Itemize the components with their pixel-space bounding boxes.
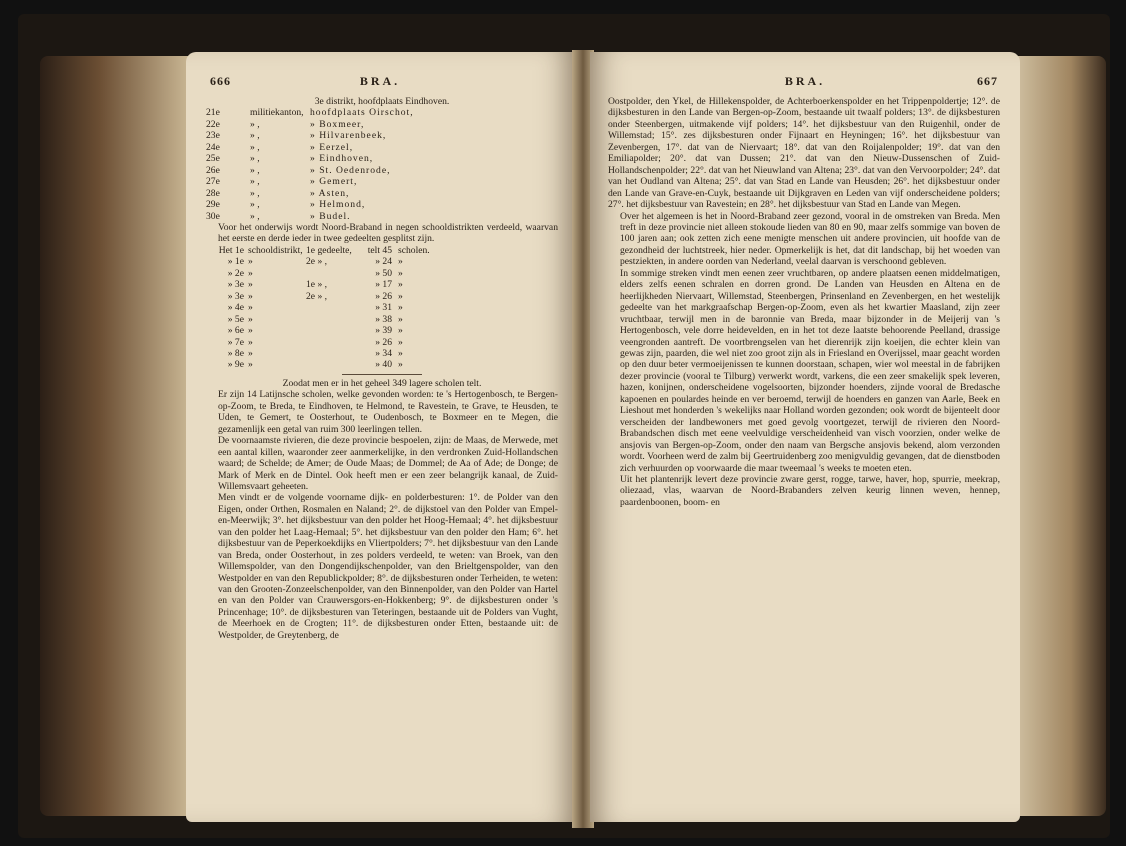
canton-cell: » ,	[250, 187, 260, 199]
paragraph: Men vindt er de volgende voorname dijk- en polderbesturen: 1°. de Polder van den Eigen, onder Orthen, Rosmalen en Naland; 2°. de dijkstoel van den Polder van Empel-en-Meerwijk; 3°. het dijksbestuur van den polder het Hoog-Hemaal; 4°. het dijksbestuur van den polder het Laag-Hemaal; 5°. het dijksbestuur van den polder den Ham; 6°. het dijksbestuur van de Peperkoekdijks en Vliertpolders; 7°. het dijksbestuur van den Lande van Breda, onder Oosterhout, in zes polders verdeeld, te weten: van Broek, van den Willemspolder, van den Dongendijkschenpolder, van den Brieltgenspolder, van den Westpolder en van den Republickpolder; 8°. de dijksbesturen onder Terheiden, te weten: van den Grooten-Zonzeelschenpolder, van den Binnenpolder, van den Polder van Hartel en van den Polder van Crauwersgors-en-Hokkenberg; 9°. de dijksbesturen onder 's Princenhage; 10°. de dijksbesturen van Teteringen, bestaande uit de Polders van Vught, de Meerhoek en de Crogten; 11°. de dijksbesturen onder Etten, bestaande uit: de Westpolder, de Greytenberg, de	[218, 492, 558, 641]
left-page-edges	[40, 56, 188, 816]
canton-list	[206, 107, 558, 222]
school-cell: » 9e	[227, 359, 244, 371]
school-table	[206, 245, 558, 371]
canton-row	[206, 199, 558, 210]
school-row	[206, 302, 558, 313]
school-row	[206, 325, 558, 336]
school-row	[206, 279, 558, 290]
school-cell: »	[398, 267, 403, 279]
canton-cell: » ,	[250, 118, 260, 130]
school-cell: »	[398, 347, 403, 359]
canton-row	[206, 130, 558, 141]
canton-cell: » Eerzel,	[310, 141, 354, 153]
school-row	[206, 337, 558, 348]
school-cell: »	[398, 359, 403, 371]
school-cell: » 4e	[227, 302, 244, 314]
school-cell	[306, 325, 364, 336]
school-row	[206, 359, 558, 370]
canton-cell: » St. Oedenrode,	[310, 164, 391, 176]
school-cell: »	[248, 336, 253, 348]
right-text-column	[608, 96, 1000, 508]
school-cell: » 17	[375, 279, 392, 291]
school-cell: 2e » ,	[306, 256, 328, 268]
school-cell: »	[248, 279, 253, 291]
running-head: BRA.	[359, 74, 401, 88]
school-cell: »	[398, 302, 403, 314]
school-cell	[306, 337, 364, 348]
canton-cell: » Asten,	[310, 187, 350, 199]
paragraph: Er zijn 14 Latijnsche scholen, welke gevonden worden: te 's Hertogenbosch, te Bergen-op-Zoom, te Breda, te Eindhoven, te Helmond, te Ravestein, te Grave, te Heusden, te Uden, te Gemert, te Oosterhout, te Oudenbosch, te Boxmeer en te Megen, die gezamenlijk een getal van ruim 300 leerlingen tellen.	[218, 389, 558, 435]
school-cell: scholen.	[398, 244, 430, 256]
canton-cell: 24e	[206, 141, 220, 153]
canton-cell: hoofdplaats Oirschot,	[310, 107, 414, 119]
page-number: 666	[210, 74, 231, 88]
school-intro: Voor het onderwijs wordt Noord-Braband in negen schooldistrikten verdeeld, waarvan het eerste en derde ieder in twee gedeelten gesplitst zijn.	[218, 221, 558, 245]
school-cell: »	[398, 336, 403, 348]
school-cell: » 1e	[227, 256, 244, 268]
left-text-column	[206, 96, 558, 641]
canton-cell: militiekanton,	[250, 107, 304, 119]
school-cell: » 3e	[227, 290, 244, 302]
school-cell: »	[398, 279, 403, 291]
school-cell: »	[398, 256, 403, 268]
canton-row	[206, 165, 558, 176]
school-cell: » 34	[375, 347, 392, 359]
school-cell	[306, 359, 364, 370]
canton-cell: » ,	[250, 130, 260, 142]
school-cell: »	[248, 313, 253, 325]
school-total: Zoodat men er in het geheel 349 lagere scholen telt.	[282, 377, 482, 389]
running-head: BRA.	[784, 74, 826, 88]
canton-cell: » Gemert,	[310, 176, 358, 188]
school-cell: »	[248, 359, 253, 371]
school-cell: 1e gedeelte,	[306, 244, 352, 256]
school-cell: » 5e	[227, 313, 244, 325]
canton-cell: » ,	[250, 164, 260, 176]
canton-cell: » Budel.	[310, 210, 351, 222]
divider	[342, 374, 422, 375]
canton-cell: » Boxmeer,	[310, 118, 365, 130]
canton-cell: 23e	[206, 130, 220, 142]
canton-cell: 26e	[206, 164, 220, 176]
school-cell: »	[398, 290, 403, 302]
school-row	[206, 245, 558, 256]
canton-cell: 29e	[206, 199, 220, 211]
canton-row	[206, 153, 558, 164]
school-cell: telt 45	[367, 244, 392, 256]
school-cell: schooldistrikt,	[248, 244, 303, 256]
canton-cell: » ,	[250, 153, 260, 165]
school-cell: » 26	[375, 336, 392, 348]
canton-cell: » ,	[250, 176, 260, 188]
school-cell: »	[248, 347, 253, 359]
right-page-edges	[1018, 56, 1106, 816]
school-cell: » 8e	[227, 347, 244, 359]
paragraph: Over het algemeen is het in Noord-Braband zeer gezond, vooral in de omstreken van Breda. Men treft in deze provincie niet alleen stokoude lieden van 80 en 90, maar zelfs sommige van boven de 100 jaren aan; ook zetten zich eene menigte menschen uit andere provincien, uit hoofde van de gezondheid der luchtstreek, hier neder. Opmerkelijk is het, dat dit landschap, bij het woeden van pestziekten, in andere oorden van Nederland, veelal daarvan is verschoond gebleven.	[620, 210, 1000, 268]
school-row	[206, 256, 558, 267]
canton-row	[206, 188, 558, 199]
school-cell: Het 1e	[218, 244, 244, 256]
canton-row	[206, 176, 558, 187]
canton-row	[206, 211, 558, 222]
school-row	[206, 268, 558, 279]
school-cell	[306, 268, 364, 279]
school-row	[206, 314, 558, 325]
school-cell: »	[398, 325, 403, 337]
school-cell: » 2e	[227, 267, 244, 279]
school-cell: » 31	[375, 302, 392, 314]
school-row	[206, 348, 558, 359]
school-cell: » 40	[375, 359, 392, 371]
right-page	[590, 52, 1020, 822]
canton-cell: » Helmond,	[310, 199, 366, 211]
school-cell: »	[398, 313, 403, 325]
school-cell: »	[248, 256, 253, 268]
school-cell: » 7e	[227, 336, 244, 348]
canton-row	[206, 142, 558, 153]
canton-cell: 28e	[206, 187, 220, 199]
paragraph: De voornaamste rivieren, die deze provincie bespoelen, zijn: de Maas, de Merwede, met een aantal killen, waaronder zeer aanmerkelijke, in den verdronken Zuid-Hollandschen waard; de Schelde; de Amer; de Oude Maas; de Dommel; de Aa of Ade; de Donge; de Mark of Merk en de Dintel. Ook heeft men er een zeer belangrijk kanaal, de Zuid-Willemsvaart geheeten.	[218, 435, 558, 492]
canton-cell: 21e	[206, 107, 220, 119]
school-row	[206, 291, 558, 302]
school-cell: »	[248, 290, 253, 302]
school-cell: » 3e	[227, 279, 244, 291]
school-cell	[306, 314, 364, 325]
school-cell	[306, 348, 364, 359]
paragraph: Oostpolder, den Ykel, de Hillekenspolder, de Achterboerkenspolder en het Trippenpoldertje; 12°. de dijksbesturen in den Lande van Bergen-op-Zoom, bestaande uit twaalf polders; 13°. de dijksbesturen onder Steenbergen, uitmakende vijf polders; 14°. het dijksbestuur van den Ruigenhil, onder de Willemstad; 15°. zes dijksbesturen onder Fijnaart en Heyningen; 16°. het dijksbestuur van Zevenbergen, 17°. dat van de Niervaart; 18°. dat van den Roijalenpolder; 19°. dat van den Emiliapolder; 20°. dat van Dussen; 21°. dat van den Nieuw-Dussenschen of Zuid-Hollandschenpolder; 22°. dat van het Nieuwland van Altena; 23°. dat van den Vervoorpolder; 24°. dat van het Oudland van Altena; 25°. dat van Stad en Lande van Heusden; 26°. het dijksbestuur onder den Lande van Grave-en-Cuyk, bestaande uit Dijkgraven en Leden van vijf onderscheidene polders; 27°. het dijksbestuur van Ravestein; en 28°. het dijksbestuur van Stad en Lande van Megen.	[608, 96, 1000, 211]
page-number: 667	[977, 74, 998, 88]
left-page	[186, 52, 574, 822]
district-heading: 3e distrikt, hoofdplaats Eindhoven.	[314, 96, 450, 107]
paragraph: Uit het plantenrijk levert deze provincie zware gerst, rogge, tarwe, haver, hop, spurrie, meekrap, oliezaad, vlas, waarvan de Noord-Brabanders zelven keurig linnen weven, hennep, paardenboonen, boom- en	[620, 473, 1000, 508]
canton-cell: 30e	[206, 210, 220, 222]
canton-cell: » Eindhoven,	[310, 153, 374, 165]
canton-cell: 25e	[206, 153, 220, 165]
canton-cell: 27e	[206, 176, 220, 188]
school-cell: »	[248, 325, 253, 337]
canton-cell: » ,	[250, 210, 260, 222]
canton-cell: 22e	[206, 118, 220, 130]
school-cell	[306, 302, 364, 313]
canton-row	[206, 107, 558, 118]
school-cell: »	[248, 267, 253, 279]
canton-row	[206, 119, 558, 130]
school-cell: » 6e	[227, 325, 244, 337]
school-cell: » 39	[375, 325, 392, 337]
school-cell: » 26	[375, 290, 392, 302]
school-cell: » 38	[375, 313, 392, 325]
school-cell: »	[248, 302, 253, 314]
canton-cell: » Hilvarenbeek,	[310, 130, 387, 142]
canton-cell: » ,	[250, 199, 260, 211]
school-cell: 2e » ,	[306, 290, 328, 302]
paragraph: In sommige streken vindt men eenen zeer vruchtbaren, op andere plaatsen eenen middelmatigen, elders zelfs eenen schralen en dorren grond. De Landen van Heusden en Altena en de heerlijkheden Niervaart, Willemstad, Steenbergen, Prinsenland en Zevenbergen, en het westelijk gedeelte van het markgraafschap Bergen-op-Zoom, even als het kwartier Maasland, zijn zeer vruchtbaar, terwijl men in de baronnie van Breda, maar bijzonder in de Meijerij van 's Hertogenbosch, vele dorre heidevelden, en in het tot deze laatste behoorende Peelland, drassige veengronden aantreft. De voortbrengselen van het dierenrijk zijn koeijen, die echter klein van gewas zijn, paarden, die wel niet zoo groot zijn als in Friesland en Overijssel, maar geacht worden op den duur beter vermoeijenissen te kunnen doorstaan, schapen, wier wol meestal in de fabrijken dezer provincie (vooral te Tilburg) verwerkt wordt, varkens, die een zeer smakelijk spek leveren, hazen, konijnen, onderscheidene vogelsoorten, bijzonder hoenders, zijnde vooral de Bredasche kapoenen en poulardes heinde en ver beroemd, terwijl de hoenders en ganzen van Aarle, Beek en Lieshout met honderden 's wekelijks naar Holland worden gezonden; ook wordt de bijenteelt door verscheiden der landbewoners met goed gevolg voortgezet, terwijl de rivieren den Noord-Brabandschen disch met eene veelvuldige verscheidenheid van visch voorzien, onder welke de ansjovis van Bergen-op-Zoom, onder den naam van Bergsche ansjovis bekend, alom verzonden wordt. Voorheen werd de zalm bij Geertruidenberg zoo menigvuldig gevangen, dat de dienstboden zich verhuurden op voorwaarde die maar tweemaal 's weeks te moeten eten.	[620, 267, 1000, 474]
canton-cell: » ,	[250, 141, 260, 153]
school-cell: » 24	[375, 256, 392, 268]
school-cell: » 50	[375, 267, 392, 279]
school-cell: 1e » ,	[306, 279, 328, 291]
